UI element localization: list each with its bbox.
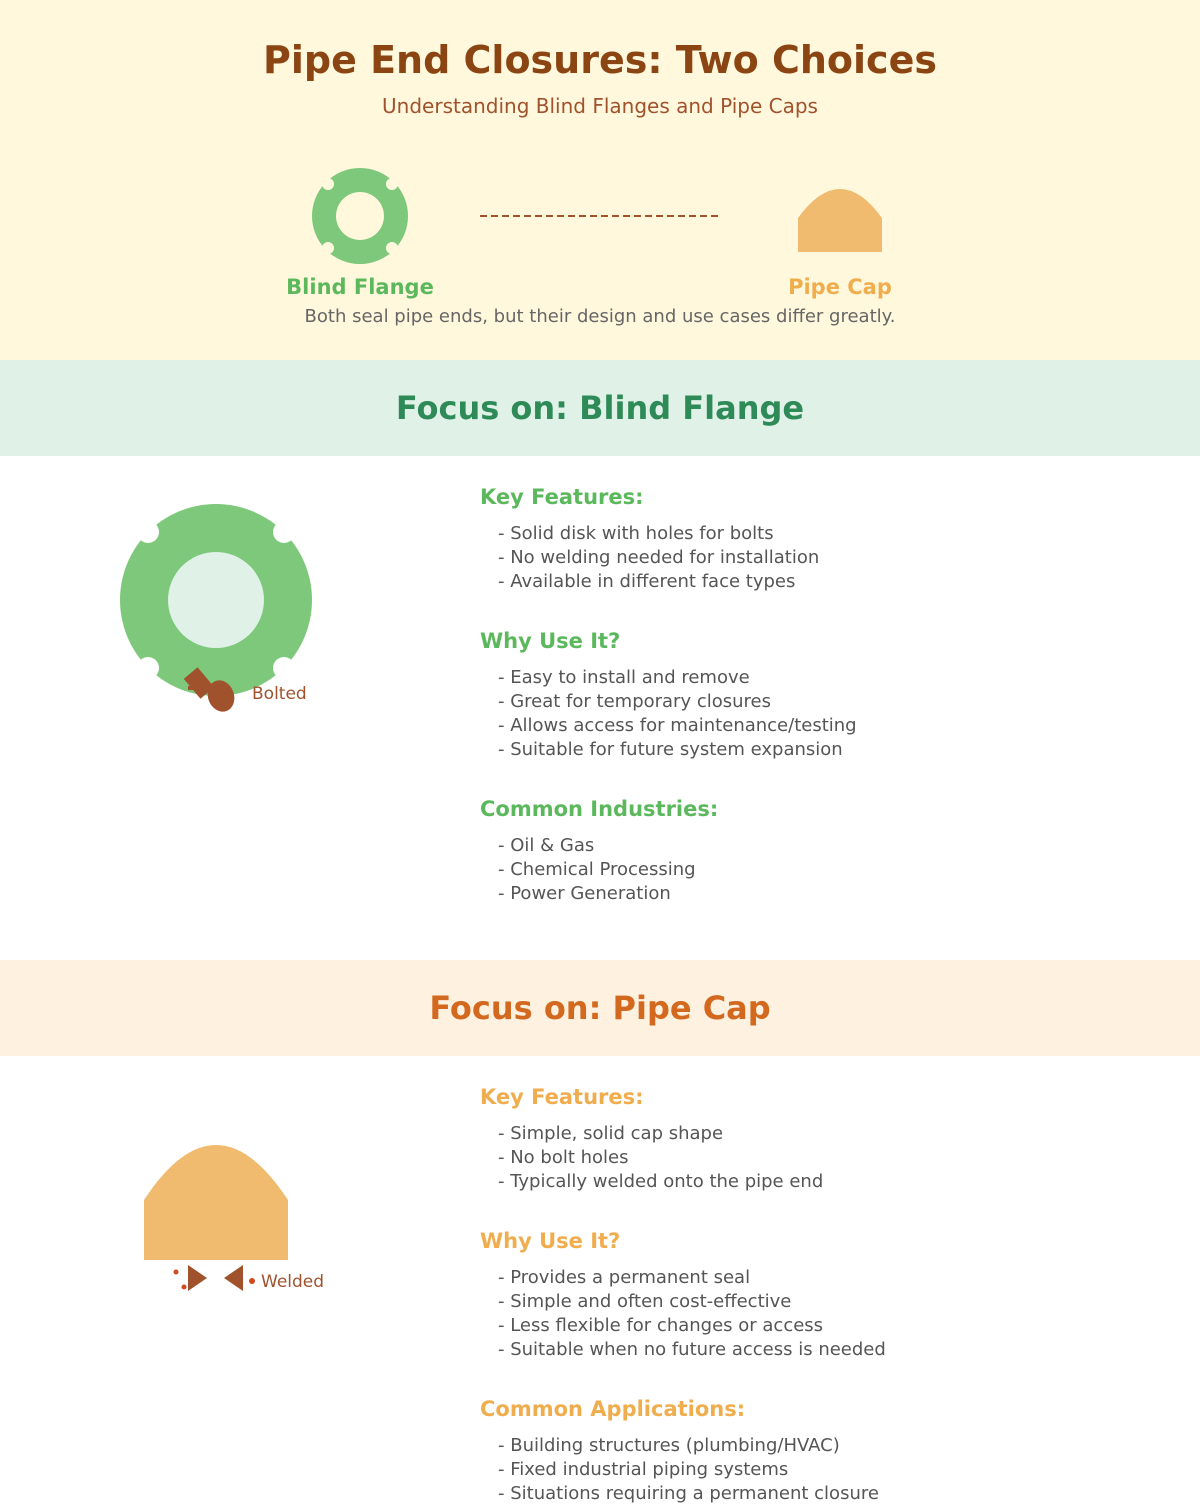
list-item: - Great for temporary closures — [498, 691, 771, 712]
hero-caption: Both seal pipe ends, but their design and use cases differ greatly. — [304, 306, 896, 327]
cap-key-features-list — [480, 1122, 1120, 1194]
flange-details — [480, 484, 1120, 924]
list-item: - Simple and often cost-effective — [498, 1291, 792, 1312]
cap-why-use-list — [480, 1266, 1120, 1362]
flange-key-features — [480, 484, 1120, 594]
flange-why-use — [480, 628, 1120, 762]
blind-flange-label: Blind Flange — [286, 275, 434, 299]
flange-industries-list — [480, 834, 1120, 906]
list-item: - Building structures (plumbing/HVAC) — [498, 1435, 840, 1456]
welded-label: Welded — [261, 1272, 325, 1292]
bolted-label: Bolted — [252, 684, 307, 704]
cap-applications-list — [480, 1434, 1120, 1506]
list-item: - Solid disk with holes for bolts — [498, 523, 774, 544]
cap-applications-heading: Common Applications: — [480, 1397, 746, 1421]
cap-applications — [480, 1396, 1120, 1506]
list-item: - Allows access for maintenance/testing — [498, 715, 857, 736]
list-item: - Power Generation — [498, 883, 671, 904]
pipe-cap-illustration — [130, 1130, 350, 1300]
list-item: - Oil & Gas — [498, 835, 595, 856]
pipe-cap-label: Pipe Cap — [788, 275, 892, 299]
list-item: - Suitable for future system expansion — [498, 739, 843, 760]
flange-key-features-list — [480, 522, 1120, 594]
list-item: - Situations requiring a permanent closure — [498, 1483, 879, 1504]
list-item: - Available in different face types — [498, 571, 796, 592]
flange-key-features-heading: Key Features: — [480, 485, 644, 509]
flange-why-use-list — [480, 666, 1120, 762]
list-item: - Simple, solid cap shape — [498, 1123, 724, 1144]
pipe-cap-icon — [798, 189, 882, 252]
cap-section-banner: Focus on: Pipe Cap — [0, 960, 1200, 1056]
list-item: - Chemical Processing — [498, 859, 696, 880]
cap-key-features-heading: Key Features: — [480, 1085, 644, 1109]
list-item: - Less flexible for changes or access — [498, 1315, 824, 1336]
page-subtitle: Understanding Blind Flanges and Pipe Caps — [382, 94, 818, 118]
list-item: - No bolt holes — [498, 1147, 629, 1168]
list-item: - Typically welded onto the pipe end — [498, 1171, 824, 1192]
list-item: - Suitable when no future access is needed — [498, 1339, 886, 1360]
cap-details — [480, 1084, 1120, 1504]
list-item: - Fixed industrial piping systems — [498, 1459, 789, 1480]
page-title: Pipe End Closures: Two Choices — [263, 38, 937, 82]
hero-section — [0, 0, 1200, 360]
list-item: - Easy to install and remove — [498, 667, 750, 688]
cap-why-use-heading: Why Use It? — [480, 1229, 621, 1253]
comparison-graphic — [0, 150, 1200, 299]
list-item: - No welding needed for installation — [498, 547, 820, 568]
flange-industries — [480, 796, 1120, 906]
cap-why-use — [480, 1228, 1120, 1362]
weld-icon — [174, 1265, 256, 1291]
flange-industries-heading: Common Industries: — [480, 797, 719, 821]
flange-section-banner: Focus on: Blind Flange — [0, 360, 1200, 456]
cap-key-features — [480, 1084, 1120, 1194]
blind-flange-illustration — [100, 490, 360, 730]
blind-flange-icon — [312, 168, 408, 264]
list-item: - Provides a permanent seal — [498, 1267, 751, 1288]
flange-why-use-heading: Why Use It? — [480, 629, 621, 653]
